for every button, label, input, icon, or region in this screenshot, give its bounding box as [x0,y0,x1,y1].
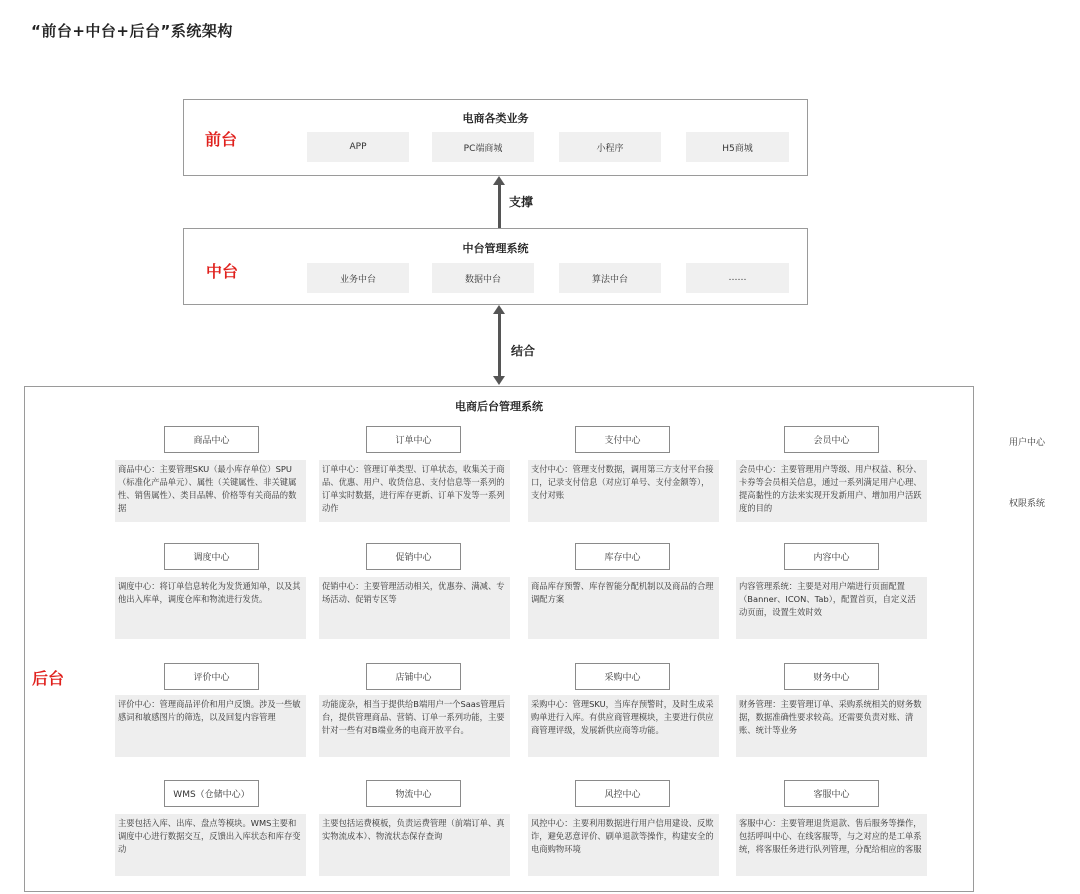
module-purchase-center-desc: 采购中心：管理SKU，当库存预警时，及时生成采购单进行入库。有供应商管理模块，主要进行供应商管理评级，发展新供应商等功能。 [528,695,719,757]
module-finance-center: 财务中心 [784,663,879,690]
module-promotion-center-desc: 促销中心：主要管理活动相关，优惠券、满减、专场活动、促销专区等 [319,577,510,639]
module-product-center-desc: 商品中心：主要管理SKU（最小库存单位）SPU（标准化产品单元）、属性（关键属性、非关键属性、销售属性）、类目品牌、价格等有关商品的数据 [115,460,306,522]
front-chip-pc-mall: PC端商城 [432,132,534,162]
combine-arrow-label: 结合 [511,344,536,358]
module-review-center-desc: 评价中心：管理商品评价和用户反馈。涉及一些敏感词和敏感图片的筛选，以及回复内容管理 [115,695,306,757]
module-wms-center: WMS（仓储中心） [164,780,259,807]
module-logistics-center: 物流中心 [366,780,461,807]
front-label: 前台 [205,130,238,149]
module-risk-center-desc: 风控中心：主要利用数据进行用户信用建设、反欺诈，避免恶意评价、刷单退款等操作，构建安全的电商购物环境 [528,814,719,876]
side-item-user-center: 用户中心 [1009,438,1046,448]
support-arrow-line [498,184,501,228]
module-logistics-center-desc: 主要包括运费模板，负责运费管理（前端订单、真实物流成本）、物流状态保存查询 [319,814,510,876]
middle-chip-more: …… [686,263,789,293]
module-content-center: 内容中心 [784,543,879,570]
front-chip-mini-program: 小程序 [559,132,661,162]
module-risk-center: 风控中心 [575,780,670,807]
combine-arrow-line [498,313,501,378]
module-content-center-desc: 内容管理系统：主要是对用户端进行页面配置（Banner、ICON、Tab），配置首页，自定义活动页面，设置生效时效 [736,577,927,639]
back-title: 电商后台管理系统 [455,400,543,413]
side-item-permission-system: 权限系统 [1009,499,1046,509]
front-layer-box [183,99,808,176]
module-dispatch-center-desc: 调度中心：将订单信息转化为发货通知单，以及其他出入库单，调度仓库和物流进行发货。 [115,577,306,639]
module-service-center-desc: 客服中心：主要管理退货退款、售后服务等操作，包括呼叫中心、在线客服等，与之对应的是工单系统，将客服任务进行队列管理，分配给相应的客服 [736,814,927,876]
module-promotion-center: 促销中心 [366,543,461,570]
module-wms-center-desc: 主要包括入库、出库、盘点等模块。WMS主要和调度中心进行数据交互，反馈出入库状态和库存变动 [115,814,306,876]
support-arrow-label: 支撑 [509,195,534,209]
combine-arrow-head-bottom [493,376,505,385]
module-review-center: 评价中心 [164,663,259,690]
module-payment-center-desc: 支付中心：管理支付数据，调用第三方支付平台接口，记录支付信息（对应订单号、支付金额等），支付对账 [528,460,719,522]
middle-label: 中台 [206,262,239,281]
module-member-center: 会员中心 [784,426,879,453]
module-purchase-center: 采购中心 [575,663,670,690]
module-service-center: 客服中心 [784,780,879,807]
front-chip-h5-mall: H5商城 [686,132,789,162]
middle-layer-box [183,228,808,305]
module-store-center-desc: 功能庞杂，相当于提供给B端用户一个Saas管理后台，提供管理商品、营销、订单一系列功能，主要针对一些有对B端业务的电商开放平台。 [319,695,510,757]
middle-chip-data: 数据中台 [432,263,534,293]
page-title: “前台+中台+后台”系统架构 [31,22,233,40]
module-payment-center: 支付中心 [575,426,670,453]
middle-chip-algorithm: 算法中台 [559,263,661,293]
back-label: 后台 [32,669,65,688]
module-product-center: 商品中心 [164,426,259,453]
module-order-center-desc: 订单中心：管理订单类型、订单状态，收集关于商品、优惠、用户、收货信息、支付信息等一系列的订单实时数据，进行库存更新、订单下发等一系列动作 [319,460,510,522]
back-layer-box [24,386,974,892]
module-inventory-center-desc: 商品库存预警、库存智能分配机制以及商品的合理调配方案 [528,577,719,639]
module-member-center-desc: 会员中心：主要管理用户等级、用户权益、积分、卡券等会员相关信息，通过一系列满足用户心理、提高黏性的方法来实现开发新用户、增加用户活跃度的目的 [736,460,927,522]
middle-chip-business: 业务中台 [307,263,409,293]
front-title: 电商各类业务 [462,112,529,125]
module-order-center: 订单中心 [366,426,461,453]
middle-title: 中台管理系统 [462,242,529,255]
front-chip-app: APP [307,132,409,162]
module-store-center: 店铺中心 [366,663,461,690]
module-finance-center-desc: 财务管理：主要管理订单、采购系统相关的财务数据，数据准确性要求较高。还需要负责对账、清账、统计等业务 [736,695,927,757]
module-inventory-center: 库存中心 [575,543,670,570]
module-dispatch-center: 调度中心 [164,543,259,570]
